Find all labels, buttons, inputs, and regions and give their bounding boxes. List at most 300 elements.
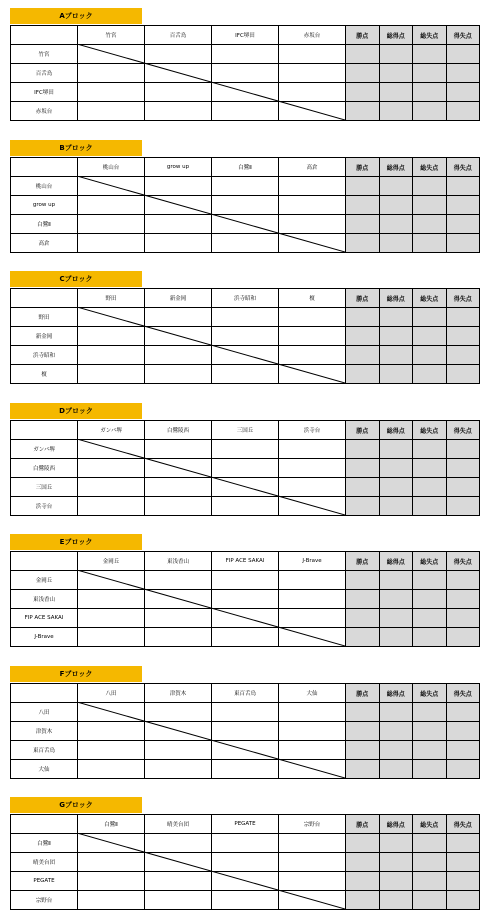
stat-cell bbox=[379, 215, 413, 234]
stat-cell bbox=[346, 609, 380, 628]
stat-cell bbox=[446, 722, 480, 741]
match-result-cell bbox=[279, 609, 346, 628]
stat-cell bbox=[379, 308, 413, 327]
match-result-cell bbox=[145, 459, 212, 478]
column-team-header: IFC堺田 bbox=[212, 26, 279, 45]
match-result-cell bbox=[212, 609, 279, 628]
stat-header: 得失点 bbox=[446, 684, 480, 703]
table-row bbox=[11, 834, 480, 853]
row-team-label: 白鷺陵西 bbox=[11, 459, 78, 478]
stat-cell bbox=[379, 722, 413, 741]
column-team-header: 浜寺台 bbox=[279, 421, 346, 440]
stat-cell bbox=[446, 440, 480, 459]
block-b bbox=[10, 140, 479, 253]
row-team-label: IFC堺田 bbox=[11, 83, 78, 102]
match-result-cell bbox=[78, 308, 145, 327]
match-result-cell bbox=[145, 590, 212, 609]
block-title: Aブロック bbox=[10, 8, 142, 24]
stat-cell bbox=[379, 365, 413, 384]
stat-cell bbox=[379, 834, 413, 853]
match-result-cell bbox=[145, 703, 212, 722]
table-row bbox=[11, 215, 480, 234]
match-result-cell bbox=[212, 571, 279, 590]
stat-header: 勝点 bbox=[346, 421, 380, 440]
stat-cell bbox=[413, 571, 447, 590]
stat-cell bbox=[346, 571, 380, 590]
stat-header: 得失点 bbox=[446, 421, 480, 440]
stat-cell bbox=[379, 853, 413, 872]
stat-cell bbox=[446, 177, 480, 196]
stat-cell bbox=[346, 64, 380, 83]
block-title: Gブロック bbox=[10, 797, 142, 813]
column-team-header: 赤坂台 bbox=[279, 26, 346, 45]
stat-cell bbox=[446, 853, 480, 872]
table-row bbox=[11, 234, 480, 253]
table-row bbox=[11, 64, 480, 83]
match-result-cell bbox=[212, 459, 279, 478]
stat-cell bbox=[379, 45, 413, 64]
match-result-cell bbox=[78, 215, 145, 234]
row-team-label: ガンバ堺 bbox=[11, 440, 78, 459]
header-row bbox=[11, 158, 480, 177]
header-row bbox=[11, 684, 480, 703]
header-row bbox=[11, 421, 480, 440]
table-row bbox=[11, 45, 480, 64]
column-team-header: 白鷺陵西 bbox=[145, 421, 212, 440]
stat-header: 得失点 bbox=[446, 289, 480, 308]
stat-header: 総失点 bbox=[413, 552, 447, 571]
stat-header: 得失点 bbox=[446, 815, 480, 834]
row-team-label: 赤坂台 bbox=[11, 102, 78, 121]
match-result-cell bbox=[279, 760, 346, 779]
stat-cell bbox=[379, 346, 413, 365]
match-result-cell bbox=[78, 571, 145, 590]
column-team-header: PEGATE bbox=[212, 815, 279, 834]
row-team-label: 金岡丘 bbox=[11, 571, 78, 590]
match-result-cell bbox=[279, 872, 346, 891]
match-result-cell bbox=[78, 327, 145, 346]
match-result-cell bbox=[145, 571, 212, 590]
match-result-cell bbox=[78, 609, 145, 628]
match-result-cell bbox=[212, 741, 279, 760]
match-result-cell bbox=[279, 459, 346, 478]
stat-cell bbox=[379, 196, 413, 215]
stat-cell bbox=[346, 196, 380, 215]
match-result-cell bbox=[145, 196, 212, 215]
stat-cell bbox=[379, 177, 413, 196]
stat-cell bbox=[346, 760, 380, 779]
match-result-cell bbox=[212, 834, 279, 853]
column-team-header: 白鷺Ⅱ bbox=[212, 158, 279, 177]
match-result-cell bbox=[279, 177, 346, 196]
stat-cell bbox=[446, 346, 480, 365]
stat-cell bbox=[346, 478, 380, 497]
stat-cell bbox=[413, 234, 447, 253]
block-title: Fブロック bbox=[10, 666, 142, 682]
column-team-header: 百舌鳥 bbox=[145, 26, 212, 45]
stat-header: 総失点 bbox=[413, 815, 447, 834]
match-result-cell bbox=[279, 327, 346, 346]
stat-header: 総得点 bbox=[379, 815, 413, 834]
stat-cell bbox=[413, 459, 447, 478]
stat-cell bbox=[346, 703, 380, 722]
column-team-header: 晴美台団 bbox=[145, 815, 212, 834]
match-result-cell bbox=[145, 872, 212, 891]
match-result-cell bbox=[279, 741, 346, 760]
league-table bbox=[10, 814, 480, 910]
stat-header: 総失点 bbox=[413, 421, 447, 440]
stat-cell bbox=[446, 308, 480, 327]
stat-cell bbox=[346, 853, 380, 872]
stat-cell bbox=[446, 760, 480, 779]
match-result-cell bbox=[145, 177, 212, 196]
stat-header: 得失点 bbox=[446, 26, 480, 45]
stat-cell bbox=[379, 102, 413, 121]
row-team-label: 津賀木 bbox=[11, 722, 78, 741]
stat-header: 得失点 bbox=[446, 158, 480, 177]
table-row bbox=[11, 102, 480, 121]
stat-cell bbox=[379, 64, 413, 83]
match-result-cell bbox=[78, 703, 145, 722]
row-team-label: 晴美台団 bbox=[11, 853, 78, 872]
stat-cell bbox=[446, 102, 480, 121]
match-result-cell bbox=[78, 346, 145, 365]
stat-cell bbox=[379, 760, 413, 779]
block-d bbox=[10, 403, 479, 516]
stat-cell bbox=[346, 891, 380, 910]
table-row bbox=[11, 891, 480, 910]
match-result-cell bbox=[279, 365, 346, 384]
stat-header: 総得点 bbox=[379, 158, 413, 177]
stat-header: 勝点 bbox=[346, 815, 380, 834]
match-result-cell bbox=[279, 834, 346, 853]
stat-cell bbox=[346, 177, 380, 196]
match-result-cell bbox=[212, 215, 279, 234]
stat-cell bbox=[446, 703, 480, 722]
match-result-cell bbox=[78, 83, 145, 102]
stat-cell bbox=[446, 891, 480, 910]
stat-cell bbox=[346, 234, 380, 253]
match-result-cell bbox=[145, 215, 212, 234]
league-table bbox=[10, 288, 480, 384]
stat-cell bbox=[446, 64, 480, 83]
stat-cell bbox=[446, 571, 480, 590]
match-result-cell bbox=[78, 177, 145, 196]
stat-cell bbox=[446, 234, 480, 253]
stat-cell bbox=[379, 459, 413, 478]
table-row bbox=[11, 177, 480, 196]
header-row bbox=[11, 552, 480, 571]
corner-cell bbox=[11, 289, 78, 308]
match-result-cell bbox=[78, 590, 145, 609]
table-row bbox=[11, 760, 480, 779]
league-table bbox=[10, 157, 480, 253]
table-row bbox=[11, 497, 480, 516]
row-team-label: 榎 bbox=[11, 365, 78, 384]
match-result-cell bbox=[78, 834, 145, 853]
stat-header: 総失点 bbox=[413, 289, 447, 308]
match-result-cell bbox=[279, 497, 346, 516]
column-team-header: 東百舌鳥 bbox=[212, 684, 279, 703]
header-row bbox=[11, 26, 480, 45]
stat-cell bbox=[413, 853, 447, 872]
column-team-header: grow up bbox=[145, 158, 212, 177]
league-table bbox=[10, 25, 480, 121]
stat-header: 総失点 bbox=[413, 26, 447, 45]
table-row bbox=[11, 853, 480, 872]
stat-cell bbox=[379, 478, 413, 497]
corner-cell bbox=[11, 421, 78, 440]
stat-cell bbox=[446, 83, 480, 102]
stat-cell bbox=[346, 459, 380, 478]
match-result-cell bbox=[212, 346, 279, 365]
stat-cell bbox=[379, 571, 413, 590]
match-result-cell bbox=[145, 327, 212, 346]
stat-cell bbox=[446, 478, 480, 497]
stat-cell bbox=[346, 308, 380, 327]
corner-cell bbox=[11, 684, 78, 703]
row-team-label: 浜寺台 bbox=[11, 497, 78, 516]
stat-header: 総得点 bbox=[379, 26, 413, 45]
match-result-cell bbox=[212, 327, 279, 346]
table-row bbox=[11, 327, 480, 346]
column-team-header: 桃山台 bbox=[78, 158, 145, 177]
stat-cell bbox=[346, 102, 380, 121]
match-result-cell bbox=[212, 177, 279, 196]
table-row bbox=[11, 308, 480, 327]
match-result-cell bbox=[212, 196, 279, 215]
match-result-cell bbox=[212, 628, 279, 647]
table-row bbox=[11, 346, 480, 365]
match-result-cell bbox=[78, 196, 145, 215]
block-e bbox=[10, 534, 479, 647]
column-team-header: 八田 bbox=[78, 684, 145, 703]
match-result-cell bbox=[212, 83, 279, 102]
match-result-cell bbox=[78, 459, 145, 478]
match-result-cell bbox=[145, 760, 212, 779]
stat-cell bbox=[446, 590, 480, 609]
stat-cell bbox=[346, 590, 380, 609]
block-c bbox=[10, 271, 479, 384]
column-team-header: 白鷺Ⅱ bbox=[78, 815, 145, 834]
match-result-cell bbox=[279, 571, 346, 590]
stat-cell bbox=[413, 177, 447, 196]
column-team-header: 大仙 bbox=[279, 684, 346, 703]
table-row bbox=[11, 872, 480, 891]
corner-cell bbox=[11, 26, 78, 45]
match-result-cell bbox=[279, 234, 346, 253]
match-result-cell bbox=[78, 853, 145, 872]
stat-header: 勝点 bbox=[346, 289, 380, 308]
stat-cell bbox=[446, 609, 480, 628]
match-result-cell bbox=[212, 722, 279, 741]
match-result-cell bbox=[279, 64, 346, 83]
row-team-label: 東百舌鳥 bbox=[11, 741, 78, 760]
column-team-header: ガンバ堺 bbox=[78, 421, 145, 440]
match-result-cell bbox=[78, 760, 145, 779]
match-result-cell bbox=[212, 760, 279, 779]
row-team-label: 新金岡 bbox=[11, 327, 78, 346]
stat-cell bbox=[379, 590, 413, 609]
match-result-cell bbox=[212, 478, 279, 497]
table-row bbox=[11, 703, 480, 722]
corner-cell bbox=[11, 552, 78, 571]
match-result-cell bbox=[145, 346, 212, 365]
table-row bbox=[11, 628, 480, 647]
stat-cell bbox=[346, 834, 380, 853]
match-result-cell bbox=[145, 628, 212, 647]
match-result-cell bbox=[279, 196, 346, 215]
stat-cell bbox=[346, 440, 380, 459]
stat-cell bbox=[413, 872, 447, 891]
stat-cell bbox=[446, 872, 480, 891]
stat-header: 総失点 bbox=[413, 684, 447, 703]
stat-cell bbox=[446, 365, 480, 384]
match-result-cell bbox=[212, 703, 279, 722]
stat-cell bbox=[446, 497, 480, 516]
stat-cell bbox=[413, 45, 447, 64]
match-result-cell bbox=[279, 891, 346, 910]
stat-header: 総得点 bbox=[379, 289, 413, 308]
column-team-header: 榎 bbox=[279, 289, 346, 308]
column-team-header: 浜寺昭和 bbox=[212, 289, 279, 308]
table-row bbox=[11, 741, 480, 760]
match-result-cell bbox=[212, 497, 279, 516]
row-team-label: 浜寺昭和 bbox=[11, 346, 78, 365]
column-team-header: 高倉 bbox=[279, 158, 346, 177]
match-result-cell bbox=[279, 215, 346, 234]
block-g bbox=[10, 797, 479, 910]
match-result-cell bbox=[78, 497, 145, 516]
stat-cell bbox=[379, 741, 413, 760]
match-result-cell bbox=[279, 478, 346, 497]
match-result-cell bbox=[145, 834, 212, 853]
row-team-label: 宗野台 bbox=[11, 891, 78, 910]
match-result-cell bbox=[279, 102, 346, 121]
match-result-cell bbox=[279, 308, 346, 327]
column-team-header: 津賀木 bbox=[145, 684, 212, 703]
stat-cell bbox=[413, 478, 447, 497]
stat-cell bbox=[413, 628, 447, 647]
stat-cell bbox=[413, 327, 447, 346]
row-team-label: 大仙 bbox=[11, 760, 78, 779]
corner-cell bbox=[11, 815, 78, 834]
match-result-cell bbox=[145, 308, 212, 327]
stat-cell bbox=[413, 215, 447, 234]
stat-header: 総得点 bbox=[379, 684, 413, 703]
table-row bbox=[11, 609, 480, 628]
stat-cell bbox=[413, 497, 447, 516]
column-team-header: 竹宮 bbox=[78, 26, 145, 45]
stat-cell bbox=[379, 872, 413, 891]
row-team-label: 白鷺Ⅱ bbox=[11, 834, 78, 853]
stat-cell bbox=[379, 891, 413, 910]
match-result-cell bbox=[212, 234, 279, 253]
match-result-cell bbox=[145, 891, 212, 910]
stat-header: 勝点 bbox=[346, 158, 380, 177]
row-team-label: 桃山台 bbox=[11, 177, 78, 196]
stat-cell bbox=[346, 346, 380, 365]
stat-cell bbox=[346, 722, 380, 741]
match-result-cell bbox=[279, 722, 346, 741]
row-team-label: 三国丘 bbox=[11, 478, 78, 497]
stat-header: 勝点 bbox=[346, 26, 380, 45]
league-table bbox=[10, 551, 480, 647]
stat-cell bbox=[413, 102, 447, 121]
stat-cell bbox=[379, 609, 413, 628]
stat-cell bbox=[413, 609, 447, 628]
match-result-cell bbox=[145, 478, 212, 497]
stat-cell bbox=[413, 83, 447, 102]
column-team-header: 野田 bbox=[78, 289, 145, 308]
stat-cell bbox=[446, 834, 480, 853]
match-result-cell bbox=[78, 102, 145, 121]
match-result-cell bbox=[78, 45, 145, 64]
row-team-label: 百舌鳥 bbox=[11, 64, 78, 83]
match-result-cell bbox=[212, 365, 279, 384]
stat-cell bbox=[346, 872, 380, 891]
match-result-cell bbox=[145, 83, 212, 102]
stat-cell bbox=[413, 834, 447, 853]
stat-cell bbox=[413, 308, 447, 327]
stat-cell bbox=[413, 741, 447, 760]
stat-cell bbox=[346, 628, 380, 647]
stat-cell bbox=[446, 327, 480, 346]
block-title: Cブロック bbox=[10, 271, 142, 287]
stat-cell bbox=[446, 45, 480, 64]
column-team-header: 三国丘 bbox=[212, 421, 279, 440]
match-result-cell bbox=[212, 102, 279, 121]
stat-cell bbox=[346, 327, 380, 346]
column-team-header: 宗野台 bbox=[279, 815, 346, 834]
league-table bbox=[10, 683, 480, 779]
table-row bbox=[11, 83, 480, 102]
stat-cell bbox=[346, 365, 380, 384]
match-result-cell bbox=[279, 83, 346, 102]
block-title: Dブロック bbox=[10, 403, 142, 419]
stat-cell bbox=[413, 722, 447, 741]
match-result-cell bbox=[212, 64, 279, 83]
match-result-cell bbox=[145, 102, 212, 121]
match-result-cell bbox=[78, 234, 145, 253]
row-team-label: 高倉 bbox=[11, 234, 78, 253]
stat-cell bbox=[446, 196, 480, 215]
match-result-cell bbox=[279, 346, 346, 365]
match-result-cell bbox=[145, 722, 212, 741]
match-result-cell bbox=[78, 741, 145, 760]
row-team-label: 竹宮 bbox=[11, 45, 78, 64]
row-team-label: 東浅香山 bbox=[11, 590, 78, 609]
stat-header: 総失点 bbox=[413, 158, 447, 177]
match-result-cell bbox=[78, 872, 145, 891]
stat-cell bbox=[413, 760, 447, 779]
table-row bbox=[11, 722, 480, 741]
block-title: Bブロック bbox=[10, 140, 142, 156]
match-result-cell bbox=[212, 308, 279, 327]
match-result-cell bbox=[78, 440, 145, 459]
stat-header: 得失点 bbox=[446, 552, 480, 571]
match-result-cell bbox=[78, 628, 145, 647]
stat-cell bbox=[413, 891, 447, 910]
match-result-cell bbox=[78, 891, 145, 910]
block-a bbox=[10, 8, 479, 121]
stat-cell bbox=[413, 346, 447, 365]
column-team-header: 東浅香山 bbox=[145, 552, 212, 571]
table-row bbox=[11, 571, 480, 590]
column-team-header: 新金岡 bbox=[145, 289, 212, 308]
match-result-cell bbox=[145, 440, 212, 459]
match-result-cell bbox=[145, 497, 212, 516]
